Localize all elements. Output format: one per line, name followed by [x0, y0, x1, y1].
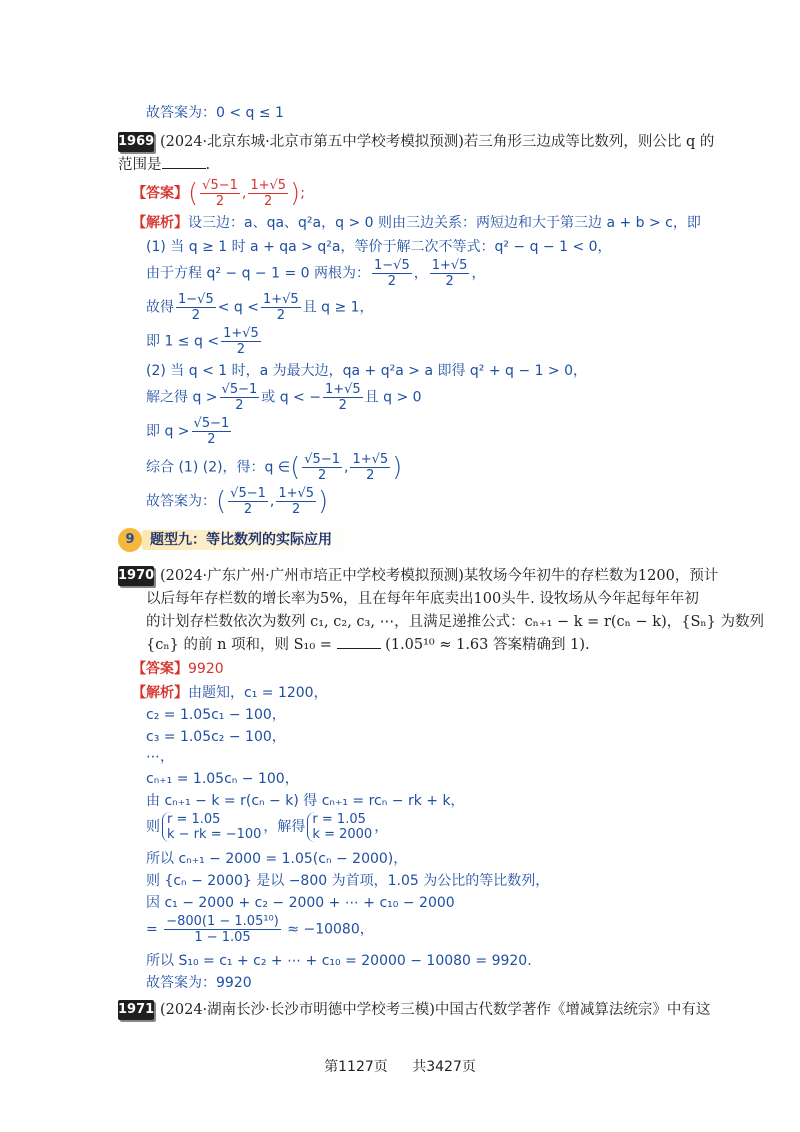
question-stem: (2024·北京东城·北京市第五中学校考模拟预测)若三角形三边成等比数列，则公比 q 的	[160, 134, 715, 150]
fraction: $\frac{√5-1}{2}$	[304, 452, 340, 483]
analysis-line: ⋯，	[146, 749, 174, 765]
prev-answer-line: 故答案为：0 < q ≤ 1	[146, 105, 284, 121]
question-stem: (2024·广东广州·广州市培正中学校考模拟预测)某牧场今年初牛的存栏数为1200，预计	[160, 568, 719, 584]
fraction: $\frac{\text{−800(1 − 1.05¹⁰)}}{1 - 1.05}$	[166, 914, 279, 945]
page-number: 第1127页	[324, 1059, 388, 1075]
question-number-badge: 1971	[118, 1000, 154, 1020]
question-stem: {cₙ} 的前 n 项和，则 S₁₀ = (1.05¹⁰ ≈ 1.63 答案精确到 1).	[146, 637, 590, 653]
fraction: $\frac{√5-1}{2}$	[193, 416, 230, 447]
answer-tag: 【答案】	[132, 185, 188, 202]
equation-system: r = 1.05 k = 2000	[307, 812, 372, 842]
fraction: $\frac{1+√5}{2}$	[262, 292, 299, 323]
question-stem: 范围是 .	[118, 157, 211, 173]
question-number-badge: 1970	[118, 566, 154, 586]
analysis-line: 则 {cₙ − 2000} 是以 −800 为首项，1.05 为公比的等比数列，	[146, 873, 550, 889]
fraction: $\frac{√5-1}{2}$	[230, 486, 266, 517]
answer-line: 【答案】( $\frac{√5-1}{2}$ , $\frac{1+√5}{2}$ );	[132, 178, 305, 209]
analysis-line: (2) 当 q < 1 时，a 为最大边，qa + q²a > a 即得 q² + q − 1 > 0，	[146, 363, 588, 379]
analysis-line: 所以 cₙ₊₁ − 2000 = 1.05(cₙ − 2000)，	[146, 851, 408, 867]
analysis-line: 故得 $\frac{1-√5}{2}$ < q < $\frac{1+√5}{2}$ 且 q ≥ 1，	[146, 292, 374, 323]
analysis-line: 因 c₁ − 2000 + c₂ − 2000 + ⋯ + c₁₀ − 2000	[146, 895, 455, 911]
question-stem: (2024·湖南长沙·长沙市明德中学校考三模)中国古代数学著作《增减算法统宗》中有这	[160, 1002, 711, 1018]
analysis-line: 则 r = 1.05 k − rk = −100 ，解得 r = 1.05 k = 2000 ，	[146, 812, 389, 842]
fraction: $\frac{1-√5}{2}$	[374, 258, 410, 289]
fraction: $\frac{1+√5}{2}$	[324, 382, 361, 413]
analysis-line: 由 cₙ₊₁ − k = r(cₙ − k) 得 cₙ₊₁ = rcₙ − rk + k，	[146, 793, 465, 809]
fraction: $\frac{√5-1}{2}$	[221, 382, 258, 413]
analysis-line: c₂ = 1.05c₁ − 100，	[146, 707, 286, 723]
analysis-line: (1) 当 q ≥ 1 时 a + qa > q²a，等价于解二次不等式：q² − q − 1 < 0，	[146, 239, 612, 255]
fraction: $\frac{1+√5}{2}$	[352, 452, 389, 483]
answer-blank	[162, 156, 206, 169]
fraction: $\frac{1+√5}{2}$	[223, 326, 259, 357]
fraction: $\frac{1+√5}{2}$	[431, 258, 468, 289]
answer-line: 【答案】9920	[132, 661, 224, 677]
analysis-line: 故答案为：9920	[146, 975, 252, 991]
section-title: 题型九：等比数列的实际应用	[142, 530, 354, 550]
analysis-line: 【解析】由题知，c₁ = 1200，	[132, 685, 328, 701]
equation-system: r = 1.05 k − rk = −100	[162, 812, 261, 842]
analysis-line: 即 1 ≤ q < $\frac{1+√5}{2}$	[146, 326, 259, 357]
answer-blank	[337, 636, 381, 649]
question-stem: 以后每年存栏数的增长率为5%，且在每年年底卖出100头牛. 设牧场从今年起每年年初	[146, 591, 699, 607]
section-number-badge: 9	[118, 528, 142, 552]
question-stem: 的计划存栏数依次为数列 c₁, c₂, c₃, ⋯，且满足递推公式：cₙ₊₁ − k = r(cₙ − k)，{Sₙ} 为数列	[146, 614, 765, 630]
analysis-line: 综合 (1) (2)，得：q ∈( $\frac{√5-1}{2}$ , $\frac{1+√5}{2}$ )	[146, 452, 403, 483]
section-header	[118, 528, 358, 550]
analysis-line: 即 q > $\frac{√5-1}{2}$	[146, 416, 230, 447]
analysis-line: c₃ = 1.05c₂ − 100，	[146, 729, 286, 745]
fraction: $\frac{1-√5}{2}$	[178, 292, 214, 323]
analysis-line: = $\frac{\text{−800(1 − 1.05¹⁰)}}{1 - 1.05}$ ≈ −10080，	[146, 914, 374, 945]
fraction: $\frac{1+√5}{2}$	[250, 178, 287, 209]
fraction: $\frac{√5-1}{2}$	[202, 178, 238, 209]
page-total: 共3427页	[412, 1059, 476, 1075]
analysis-line: 解之得 q > $\frac{√5-1}{2}$ 或 q < − $\frac{1+√5}{2}$ 且 q > 0	[146, 382, 422, 413]
analysis-line: 由于方程 q² − q − 1 = 0 两根为： $\frac{1-√5}{2}$ ， $\frac{1+√5}{2}$ ，	[146, 258, 486, 289]
analysis-line: 【解析】设三边：a、qa、q²a，q > 0 则由三边关系：两短边和大于第三边 a + b > c，即	[132, 215, 701, 231]
analysis-line: 所以 S₁₀ = c₁ + c₂ + ⋯ + c₁₀ = 20000 − 10080 = 9920.	[146, 953, 532, 969]
answer-value: 9920	[188, 661, 224, 677]
analysis-line: cₙ₊₁ = 1.05cₙ − 100，	[146, 771, 299, 787]
analysis-line: 故答案为：( $\frac{√5-1}{2}$ , $\frac{1+√5}{2}$ )	[146, 486, 329, 517]
fraction: $\frac{1+√5}{2}$	[278, 486, 315, 517]
question-number-badge: 1969	[118, 132, 154, 152]
page-footer	[0, 1056, 800, 1076]
